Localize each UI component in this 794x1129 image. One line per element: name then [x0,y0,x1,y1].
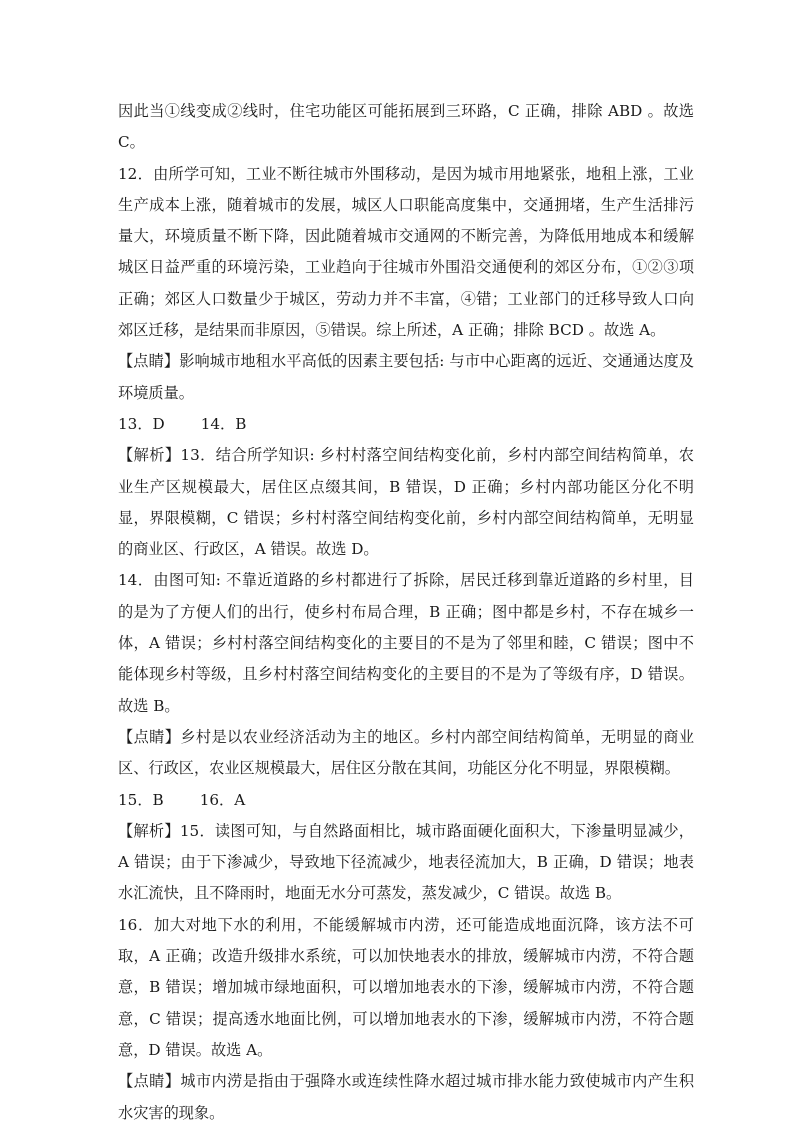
answer-16: 16．A [199,790,246,809]
document-page [118,96,694,1129]
key-point-note: 【点睛】乡村是以农业经济活动为主的地区。乡村内部空间结构简单，无明显的商业区、行政区，农业区规模最大，居住区分散在其间，功能区分化不明显，界限模糊。 [118,727,694,778]
answer-14: 14．B [200,414,247,433]
explanation-q12: 12．由所学可知，工业不断往城市外围移动，是因为城市用地紧张，地租上涨，工业生产成本上涨，随着城市的发展，城区人口职能高度集中，交通拥堵，生产生活排污量大，环境质量不断下降，因此随着城市交通网的不断完善，为降低用地成本和缓解城区日益严重的环境污染，工业趋向于往城市外围沿交通便利的郊区分布，①②③项正确；郊区人口数量少于城区，劳动力并不丰富，④错；工业部门的迁移导致人口向郊区迁移，是结果而非原因，⑤错误。综上所述，A 正确；排除 BCD 。故选 A。 [118,164,694,340]
analysis-q15: 【解析】15．读图可知，与自然路面相比，城市路面硬化面积大，下渗量明显减少，A 错误；由于下渗减少，导致地下径流减少，地表径流加大，B 正确，D 错误；地表水汇流快，且不降雨时，地面无水分可蒸发，蒸发减少，C 错误。故选 B。 [118,821,694,903]
key-point-note: 【点睛】影响城市地租水平高低的因素主要包括: 与市中心距离的远近、交通通达度及环境质量。 [118,352,694,402]
explanation-q14: 14．由图可知: 不靠近道路的乡村都进行了拆除，居民迁移到靠近道路的乡村里，目的是为了方便人们的出行，使乡村布局合理，B 正确；图中都是乡村，不存在城乡一体，A 错误；乡村村落空间结构变化的主要目的不是为了邻里和睦，C 错误；图中不能体现乡村等级，且乡村村落空间结构变化的主要目的不是为了等级有序，D 错误。故选 B。 [118,571,694,715]
answer-line-13-14 [118,409,694,440]
answer-15: 15．B [118,790,164,809]
explanation-q16: 16．加大对地下水的利用，不能缓解城市内涝，还可能造成地面沉降，该方法不可取，A 正确；改造升级排水系统，可以加快地表水的排放，缓解城市内涝，不符合题意，B 错误；增加城市绿地面积，可以增加地表水的下渗，缓解城市内涝，不符合题意，C 错误；提高透水地面比例，可以增加地表水的下渗，缓解城市内涝，不符合题意，D 错误。故选 A。 [118,915,694,1059]
analysis-q13: 【解析】13．结合所学知识: 乡村村落空间结构变化前，乡村内部空间结构简单，农业生产区规模最大，居住区点缀其间，B 错误，D 正确；乡村内部功能区分化不明显，界限模糊，C 错误；乡村村落空间结构变化前，乡村内部空间结构简单，无明显的商业区、行政区，A 错误。故选 D。 [118,446,694,559]
key-point-note: 【点睛】城市内涝是指由于强降水或连续性降水超过城市排水能力致使城市内产生积水灾害的现象。 [118,1072,694,1122]
answer-13: 13．D [118,414,165,433]
paragraph-continuation: 因此当①线变成②线时，住宅功能区可能拓展到三环路，C 正确，排除 ABD 。故选 C。 [118,102,694,152]
answer-line-15-16 [118,785,694,816]
